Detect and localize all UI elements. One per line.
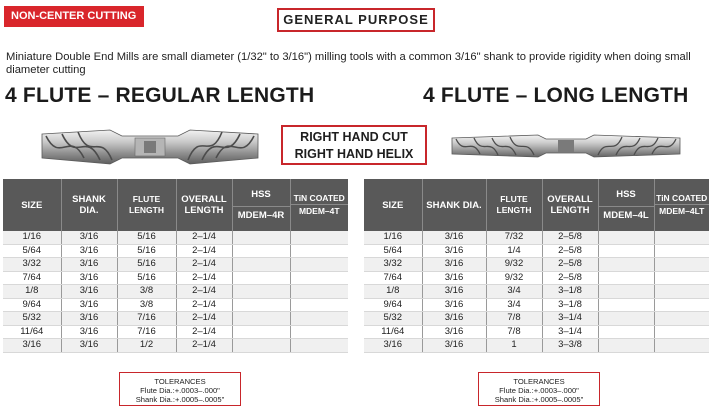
col-overall: OVERALL LENGTH (176, 179, 232, 231)
hss-cell (598, 298, 654, 312)
overall-length-cell: 2–5/8 (542, 231, 598, 244)
shank-cell: 3/16 (422, 325, 486, 339)
overall-length-cell: 2–1/4 (176, 271, 232, 285)
shank-cell: 3/16 (422, 271, 486, 285)
flute-length-cell: 1/2 (117, 339, 176, 353)
tin-coated-cell (654, 271, 709, 285)
tin-coated-cell (290, 231, 348, 244)
overall-length-cell: 2–5/8 (542, 244, 598, 258)
overall-length-cell: 3–1/4 (542, 325, 598, 339)
category-label: GENERAL PURPOSE (277, 8, 435, 32)
flute-length-cell: 3/8 (117, 285, 176, 299)
col-size: SIZE (364, 179, 422, 231)
hss-cell (232, 285, 290, 299)
tin-coated-cell (654, 258, 709, 272)
table-row (364, 271, 709, 285)
hss-cell (232, 312, 290, 326)
size-cell: 3/32 (364, 258, 422, 272)
col-shank: SHANK DIA. (422, 179, 486, 231)
overall-length-cell: 2–1/4 (176, 339, 232, 353)
table-row (3, 325, 348, 339)
shank-cell: 3/16 (61, 312, 117, 326)
cut-direction-box (281, 125, 427, 165)
long-length-table (364, 179, 709, 353)
shank-cell: 3/16 (61, 271, 117, 285)
size-cell: 5/32 (3, 312, 61, 326)
size-cell: 1/16 (364, 231, 422, 244)
hss-cell (232, 325, 290, 339)
flute-length-cell: 5/16 (117, 231, 176, 244)
regular-tolerances-box (119, 372, 241, 406)
flute-length-cell: 7/16 (117, 325, 176, 339)
size-cell: 11/64 (364, 325, 422, 339)
shank-tolerance: Shank Dia.:+.0005–.0005" (494, 395, 584, 404)
shank-cell: 3/16 (422, 244, 486, 258)
flute-length-cell: 9/32 (486, 271, 542, 285)
overall-length-cell: 2–1/4 (176, 285, 232, 299)
col-hss (232, 179, 290, 231)
tin-part-no: MDEM–4T (291, 204, 349, 217)
table-row (3, 298, 348, 312)
hss-part-no: MDEM–4R (233, 206, 290, 221)
tin-label: TiN COATED (656, 193, 708, 203)
size-cell: 1/8 (364, 285, 422, 299)
overall-length-cell: 2–1/4 (176, 231, 232, 244)
flute-length-cell: 3/4 (486, 298, 542, 312)
overall-length-cell: 3–3/8 (542, 339, 598, 353)
size-cell: 3/16 (3, 339, 61, 353)
tin-coated-cell (654, 231, 709, 244)
flute-length-cell: 3/4 (486, 285, 542, 299)
tin-coated-cell (290, 271, 348, 285)
shank-cell: 3/16 (61, 325, 117, 339)
shank-cell: 3/16 (61, 258, 117, 272)
tin-coated-cell (654, 285, 709, 299)
size-cell: 9/64 (3, 298, 61, 312)
size-cell: 3/16 (364, 339, 422, 353)
table-row (3, 285, 348, 299)
regular-length-heading: 4 FLUTE – REGULAR LENGTH (5, 84, 315, 107)
flute-length-cell: 3/8 (117, 298, 176, 312)
flute-length-cell: 7/8 (486, 325, 542, 339)
col-tin (290, 179, 348, 231)
hss-cell (598, 285, 654, 299)
table-row (3, 244, 348, 258)
overall-length-cell: 3–1/4 (542, 312, 598, 326)
size-cell: 5/64 (364, 244, 422, 258)
shank-cell: 3/16 (61, 244, 117, 258)
flute-length-cell: 7/32 (486, 231, 542, 244)
table-row (3, 339, 348, 353)
regular-length-table (3, 179, 348, 353)
flute-length-cell: 9/32 (486, 258, 542, 272)
tin-coated-cell (290, 325, 348, 339)
shank-cell: 3/16 (422, 258, 486, 272)
table-row (364, 312, 709, 326)
shank-cell: 3/16 (61, 339, 117, 353)
size-cell: 9/64 (364, 298, 422, 312)
table-row (364, 285, 709, 299)
shank-cell: 3/16 (61, 231, 117, 244)
intro-text: Miniature Double End Mills are small diameter (1/32" to 3/16") milling tools with a common 3/16" shank to provide rigidity when doing small diameter cutting (6, 51, 691, 76)
hss-part-no: MDEM–4L (599, 206, 654, 221)
shank-cell: 3/16 (422, 298, 486, 312)
table-row (364, 244, 709, 258)
tin-coated-cell (290, 339, 348, 353)
tin-coated-cell (654, 312, 709, 326)
flute-length-cell: 5/16 (117, 244, 176, 258)
hss-cell (598, 325, 654, 339)
tin-coated-cell (654, 244, 709, 258)
hss-cell (232, 339, 290, 353)
col-flute: FLUTE LENGTH (117, 179, 176, 231)
size-cell: 7/64 (3, 271, 61, 285)
table-row (3, 271, 348, 285)
hss-label: HSS (251, 189, 271, 200)
flute-length-cell: 1/4 (486, 244, 542, 258)
table-row (3, 312, 348, 326)
overall-length-cell: 2–5/8 (542, 258, 598, 272)
shank-cell: 3/16 (61, 285, 117, 299)
hss-cell (232, 244, 290, 258)
flute-tolerance: Flute Dia.:+.0003–.000" (499, 386, 579, 395)
flute-length-cell: 1 (486, 339, 542, 353)
long-tolerances-box (478, 372, 600, 406)
hss-cell (598, 339, 654, 353)
tin-coated-cell (654, 325, 709, 339)
shank-tolerance: Shank Dia.:+.0005–.0005" (135, 395, 225, 404)
shank-cell: 3/16 (422, 285, 486, 299)
hss-label: HSS (616, 189, 636, 200)
flute-tolerance: Flute Dia.:+.0003–.000" (140, 386, 220, 395)
flute-length-cell: 5/16 (117, 258, 176, 272)
hss-cell (232, 271, 290, 285)
hss-cell (232, 258, 290, 272)
col-tin (654, 179, 709, 231)
col-flute: FLUTE LENGTH (486, 179, 542, 231)
tolerances-title: TOLERANCES (513, 377, 565, 386)
size-cell: 5/32 (364, 312, 422, 326)
size-cell: 11/64 (3, 325, 61, 339)
size-cell: 1/8 (3, 285, 61, 299)
flute-length-cell: 5/16 (117, 271, 176, 285)
table-row (3, 231, 348, 244)
col-overall: OVERALL LENGTH (542, 179, 598, 231)
long-length-heading: 4 FLUTE – LONG LENGTH (423, 84, 689, 107)
table-row (364, 339, 709, 353)
tin-coated-cell (654, 298, 709, 312)
col-shank: SHANK DIA. (61, 179, 117, 231)
size-cell: 1/16 (3, 231, 61, 244)
table-row (364, 298, 709, 312)
non-center-cutting-badge: NON-CENTER CUTTING (4, 6, 144, 27)
overall-length-cell: 2–1/4 (176, 312, 232, 326)
regular-end-mill-image (40, 124, 260, 170)
shank-cell: 3/16 (422, 312, 486, 326)
tolerances-title: TOLERANCES (154, 377, 206, 386)
tin-coated-cell (290, 312, 348, 326)
helix-direction-line: RIGHT HAND HELIX (294, 147, 414, 161)
shank-cell: 3/16 (422, 231, 486, 244)
table-row (364, 231, 709, 244)
overall-length-cell: 2–1/4 (176, 244, 232, 258)
cut-direction-line: RIGHT HAND CUT (300, 130, 408, 144)
tin-coated-cell (290, 285, 348, 299)
tin-part-no: MDEM–4LT (655, 204, 710, 217)
flute-length-cell: 7/16 (117, 312, 176, 326)
tin-coated-cell (290, 298, 348, 312)
hss-cell (598, 258, 654, 272)
shank-cell: 3/16 (61, 298, 117, 312)
overall-length-cell: 2–1/4 (176, 298, 232, 312)
overall-length-cell: 2–1/4 (176, 258, 232, 272)
col-hss (598, 179, 654, 231)
tin-coated-cell (654, 339, 709, 353)
overall-length-cell: 3–1/8 (542, 285, 598, 299)
tin-coated-cell (290, 258, 348, 272)
size-cell: 5/64 (3, 244, 61, 258)
table-row (364, 325, 709, 339)
table-row (364, 258, 709, 272)
overall-length-cell: 3–1/8 (542, 298, 598, 312)
size-cell: 7/64 (364, 271, 422, 285)
hss-cell (232, 298, 290, 312)
overall-length-cell: 2–5/8 (542, 271, 598, 285)
tin-label: TiN COATED (293, 193, 345, 203)
flute-length-cell: 7/8 (486, 312, 542, 326)
table-row (3, 258, 348, 272)
hss-cell (598, 312, 654, 326)
col-size: SIZE (3, 179, 61, 231)
overall-length-cell: 2–1/4 (176, 325, 232, 339)
long-end-mill-image (450, 128, 682, 164)
hss-cell (598, 244, 654, 258)
tin-coated-cell (290, 244, 348, 258)
shank-cell: 3/16 (422, 339, 486, 353)
hss-cell (598, 271, 654, 285)
size-cell: 3/32 (3, 258, 61, 272)
hss-cell (232, 231, 290, 244)
hss-cell (598, 231, 654, 244)
